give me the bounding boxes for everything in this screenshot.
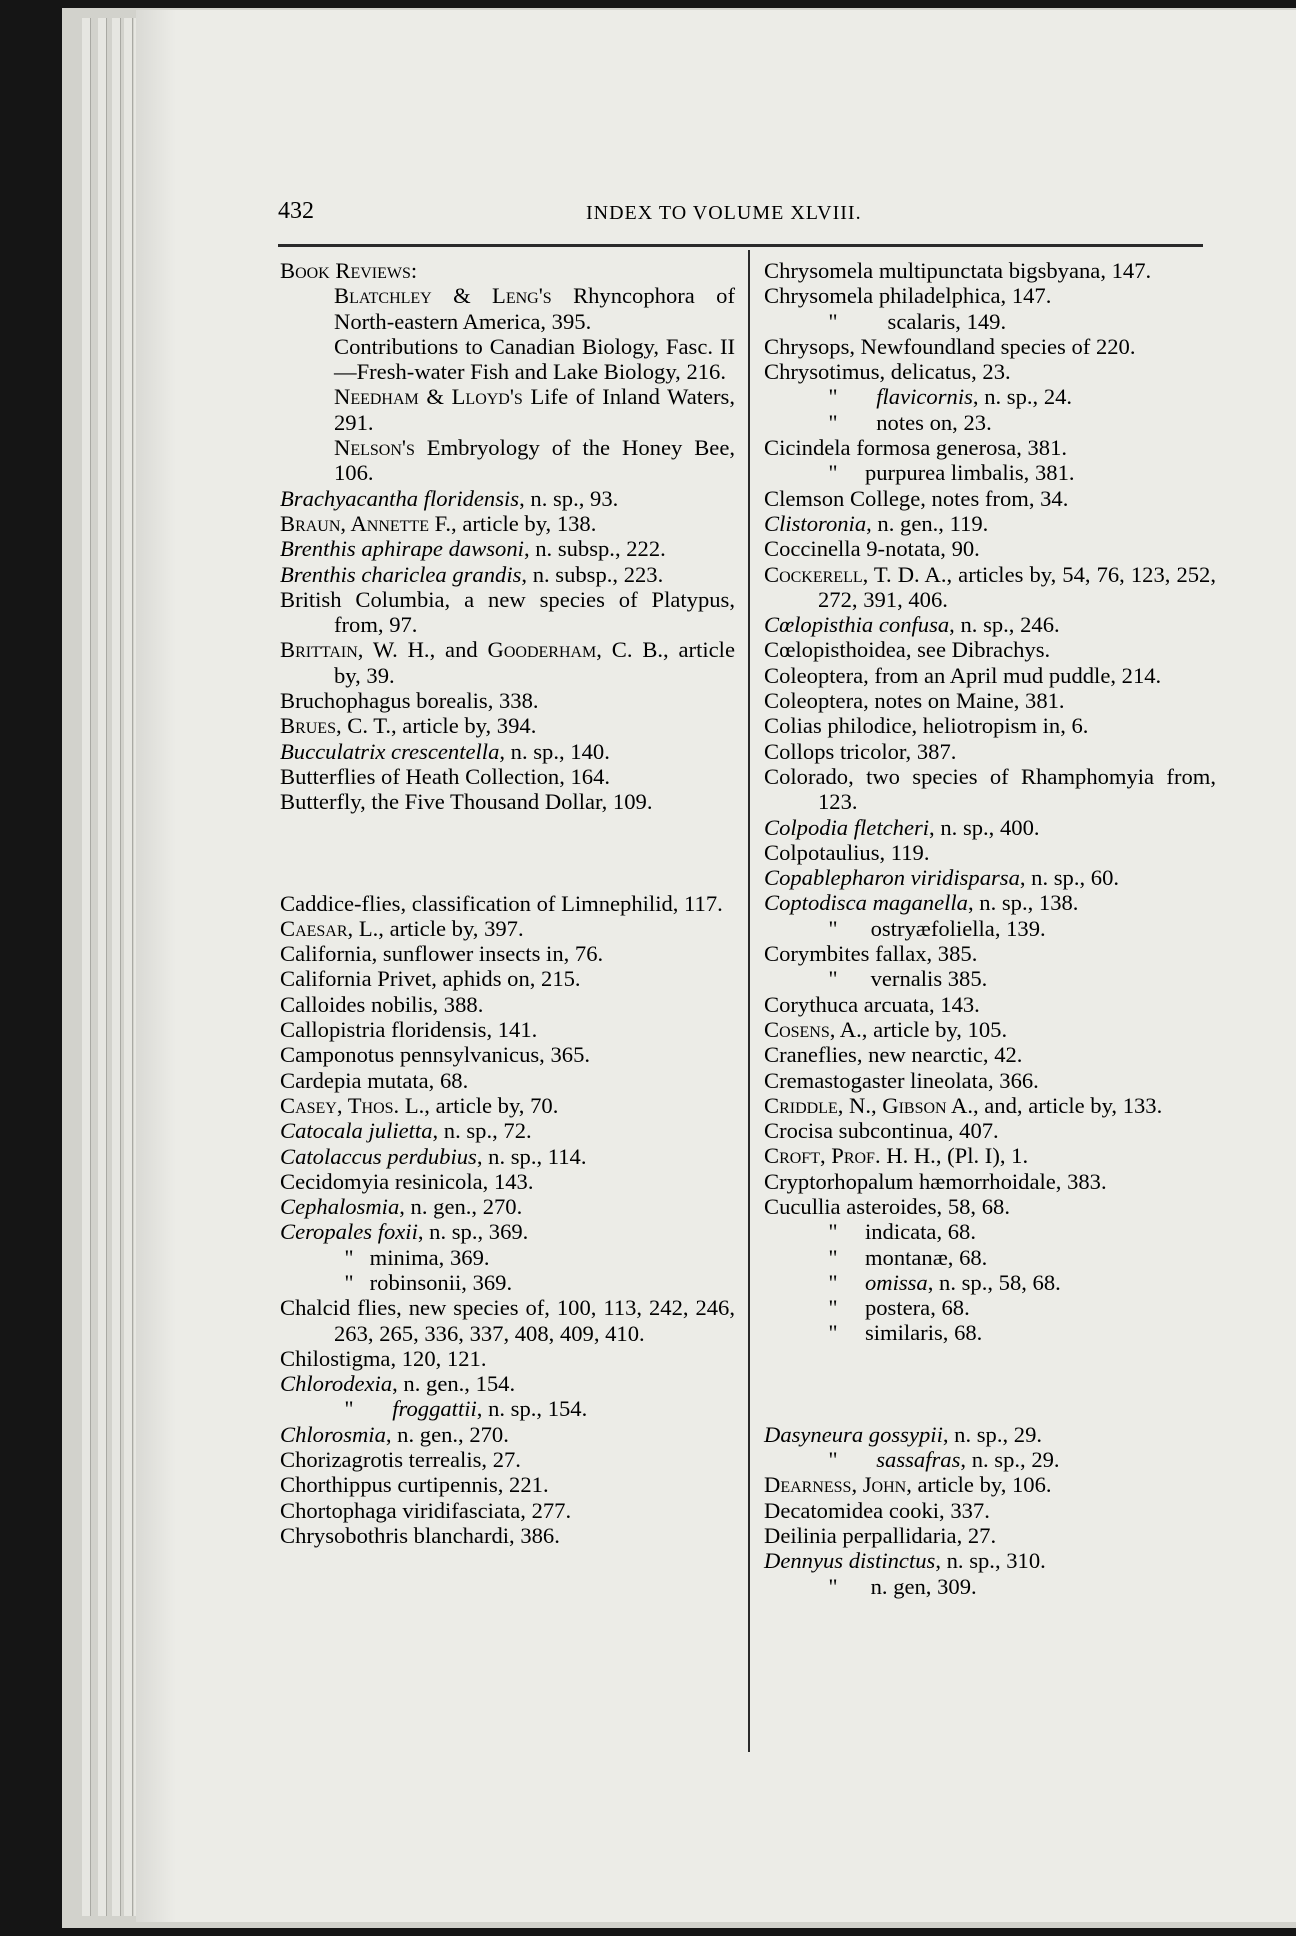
index-entry: Chrysomela philadelphica, 147. (764, 283, 1052, 309)
page-edge (112, 18, 121, 1916)
running-title: INDEX TO VOLUME XLVIII. (586, 202, 862, 224)
index-entry: Chalcid flies, new species of, 100, 113, 242, 246, 263, 265, 336, 337, 408, 409, 410. (280, 1295, 735, 1346)
index-entry: " montanæ, 68. (828, 1244, 988, 1270)
index-entry: " notes on, 23. (828, 409, 992, 435)
index-entry: Deilinia perpallidaria, 27. (764, 1522, 997, 1548)
index-column-left (280, 258, 735, 1548)
page-shadow (136, 10, 176, 1922)
index-entry: Chrysobothris blanchardi, 386. (280, 1522, 560, 1548)
index-entry: Cephalosmia, n. gen., 270. (280, 1194, 523, 1220)
index-entry: Corythuca arcuata, 143. (764, 991, 980, 1017)
index-entry: Chorizagrotis terrealis, 27. (280, 1447, 521, 1473)
index-entry: Coccinella 9-notata, 90. (764, 536, 980, 562)
index-entry: " similaris, 68. (828, 1320, 983, 1346)
index-entry: Caesar, L., article by, 397. (280, 915, 524, 941)
index-entry: Brittain, W. H., and Gooderham, C. B., article by, 39. (280, 637, 735, 688)
index-entry: Clistoronia, n. gen., 119. (764, 510, 989, 536)
index-entry: Cucullia asteroides, 58, 68. (764, 1193, 1010, 1219)
index-entry: Camponotus pennsylvanicus, 365. (280, 1042, 591, 1068)
index-entry: Casey, Thos. L., article by, 70. (280, 1092, 559, 1118)
index-entry: Butterfly, the Five Thousand Dollar, 109. (280, 789, 653, 815)
index-entry: Chlorodexia, n. gen., 154. (280, 1371, 516, 1397)
index-entry: " postera, 68. (828, 1295, 970, 1321)
index-entry: Coleoptera, notes on Maine, 381. (764, 688, 1065, 714)
index-entry: Chrysops, Newfoundland species of 220. (764, 333, 1136, 359)
index-entry: Craneflies, new nearctic, 42. (764, 1042, 1023, 1068)
index-entry: California, sunflower insects in, 76. (280, 941, 604, 967)
index-entry: Decatomidea cooki, 337. (764, 1497, 990, 1523)
section-gap (764, 1346, 1216, 1422)
index-entry: Chortophaga viridifasciata, 277. (280, 1497, 572, 1523)
section-gap (280, 815, 735, 891)
index-entry: Clemson College, notes from, 34. (764, 485, 1069, 511)
index-entry: Blatchley & Leng's Rhyncophora of North-eastern America, 395. (334, 283, 735, 334)
index-entry: " minima, 369. (344, 1244, 490, 1270)
index-entry: Dasyneura gossypii, n. sp., 29. (764, 1421, 1043, 1447)
index-entry: Chrysomela multipunctata bigsbyana, 147. (764, 258, 1152, 283)
index-entry: Colias philodice, heliotropism in, 6. (764, 713, 1089, 739)
index-entry: " purpurea limbalis, 381. (828, 460, 1075, 486)
index-entry: " froggattii, n. sp., 154. (344, 1396, 588, 1422)
index-entry: Colpotaulius, 119. (764, 839, 930, 865)
index-entry: Bruchophagus borealis, 338. (280, 688, 539, 714)
index-entry: " scalaris, 149. (828, 308, 1007, 334)
index-entry: Cosens, A., article by, 105. (764, 1016, 1008, 1042)
index-entry: Butterflies of Heath Collection, 164. (280, 763, 611, 789)
column-divider (748, 250, 750, 1752)
index-entry: Cœlopisthoidea, see Dibrachys. (764, 637, 1051, 663)
index-entry: Brenthis chariclea grandis, n. subsp., 223. (280, 561, 664, 587)
page-edge (98, 18, 107, 1916)
index-entry: Croft, Prof. H. H., (Pl. I), 1. (764, 1143, 1029, 1169)
index-entry: Catolaccus perdubius, n. sp., 114. (280, 1143, 587, 1169)
index-entry: British Columbia, a new species of Platypus, from, 97. (280, 586, 735, 638)
index-entry: Brues, C. T., article by, 394. (280, 713, 537, 739)
index-entry: Callopistria floridensis, 141. (280, 1017, 538, 1043)
index-entry: Bucculatrix crescentella, n. sp., 140. (280, 738, 610, 764)
index-entry: Copablepharon viridisparsa, n. sp., 60. (764, 865, 1120, 891)
index-entry: Contributions to Canadian Biology, Fasc. II—Fresh-water Fish and Lake Biology, 216. (334, 333, 735, 385)
header-rule (278, 244, 1203, 247)
index-entry: Calloides nobilis, 388. (280, 991, 484, 1017)
index-entry: Catocala julietta, n. sp., 72. (280, 1118, 532, 1144)
index-entry: Cicindela formosa generosa, 381. (764, 435, 1068, 461)
index-entry: Cryptorhopalum hæmorrhoidale, 383. (764, 1168, 1107, 1194)
index-entry: " indicata, 68. (828, 1219, 976, 1245)
index-entry: Nelson's Embryology of the Honey Bee, 106. (334, 435, 735, 486)
index-entry: " vernalis 385. (828, 966, 988, 992)
index-entry: " sassafras, n. sp., 29. (828, 1447, 1060, 1473)
page-edge (124, 18, 133, 1916)
index-entry: Crocisa subcontinua, 407. (764, 1118, 999, 1144)
index-entry: Collops tricolor, 387. (764, 738, 957, 764)
index-entry: Chilostigma, 120, 121. (280, 1345, 487, 1371)
index-entry: Colpodia fletcheri, n. sp., 400. (764, 814, 1040, 840)
page-edge (82, 18, 91, 1916)
index-entry: Book Reviews: (280, 258, 418, 283)
index-entry: Cockerell, T. D. A., articles by, 54, 76, 123, 252, 272, 391, 406. (764, 561, 1216, 612)
index-entry: " robinsonii, 369. (344, 1269, 513, 1295)
index-entry: Cecidomyia resinicola, 143. (280, 1168, 534, 1194)
index-entry: Dearness, John, article by, 106. (764, 1472, 1052, 1498)
index-column-right (764, 258, 1216, 1599)
index-entry: Colorado, two species of Rhamphomyia from, 123. (764, 763, 1216, 815)
index-entry: Chlorosmia, n. gen., 270. (280, 1421, 509, 1447)
index-entry: Braun, Annette F., article by, 138. (280, 510, 597, 536)
index-entry: Coptodisca maganella, n. sp., 138. (764, 890, 1079, 916)
index-entry: Brenthis aphirape dawsoni, n. subsp., 222. (280, 536, 666, 562)
page-number: 432 (278, 198, 314, 224)
index-entry: " n. gen, 309. (828, 1573, 977, 1599)
index-entry: Corymbites fallax, 385. (764, 941, 978, 967)
index-entry: Chrysotimus, delicatus, 23. (764, 359, 1011, 385)
index-entry: Dennyus distinctus, n. sp., 310. (764, 1548, 1046, 1574)
index-entry: " omissa, n. sp., 58, 68. (828, 1269, 1061, 1295)
index-entry: Coleoptera, from an April mud puddle, 214. (764, 662, 1162, 688)
index-entry: Ceropales foxii, n. sp., 369. (280, 1219, 529, 1245)
index-entry: California Privet, aphids on, 215. (280, 966, 581, 992)
index-entry: " ostryæfoliella, 139. (828, 915, 1046, 941)
index-entry: Cœlopisthia confusa, n. sp., 246. (764, 612, 1060, 638)
index-entry: Needham & Lloyd's Life of Inland Waters, 291. (334, 384, 735, 435)
index-entry: Cardepia mutata, 68. (280, 1067, 469, 1093)
index-entry: Chorthippus curtipennis, 221. (280, 1472, 549, 1498)
index-entry: " flavicornis, n. sp., 24. (828, 384, 1073, 410)
index-entry: Caddice-flies, classification of Limnephilid, 117. (280, 890, 723, 916)
index-entry: Criddle, N., Gibson A., and, article by, 133. (764, 1092, 1163, 1118)
index-entry: Cremastogaster lineolata, 366. (764, 1067, 1039, 1093)
index-entry: Brachyacantha floridensis, n. sp., 93. (280, 485, 619, 511)
